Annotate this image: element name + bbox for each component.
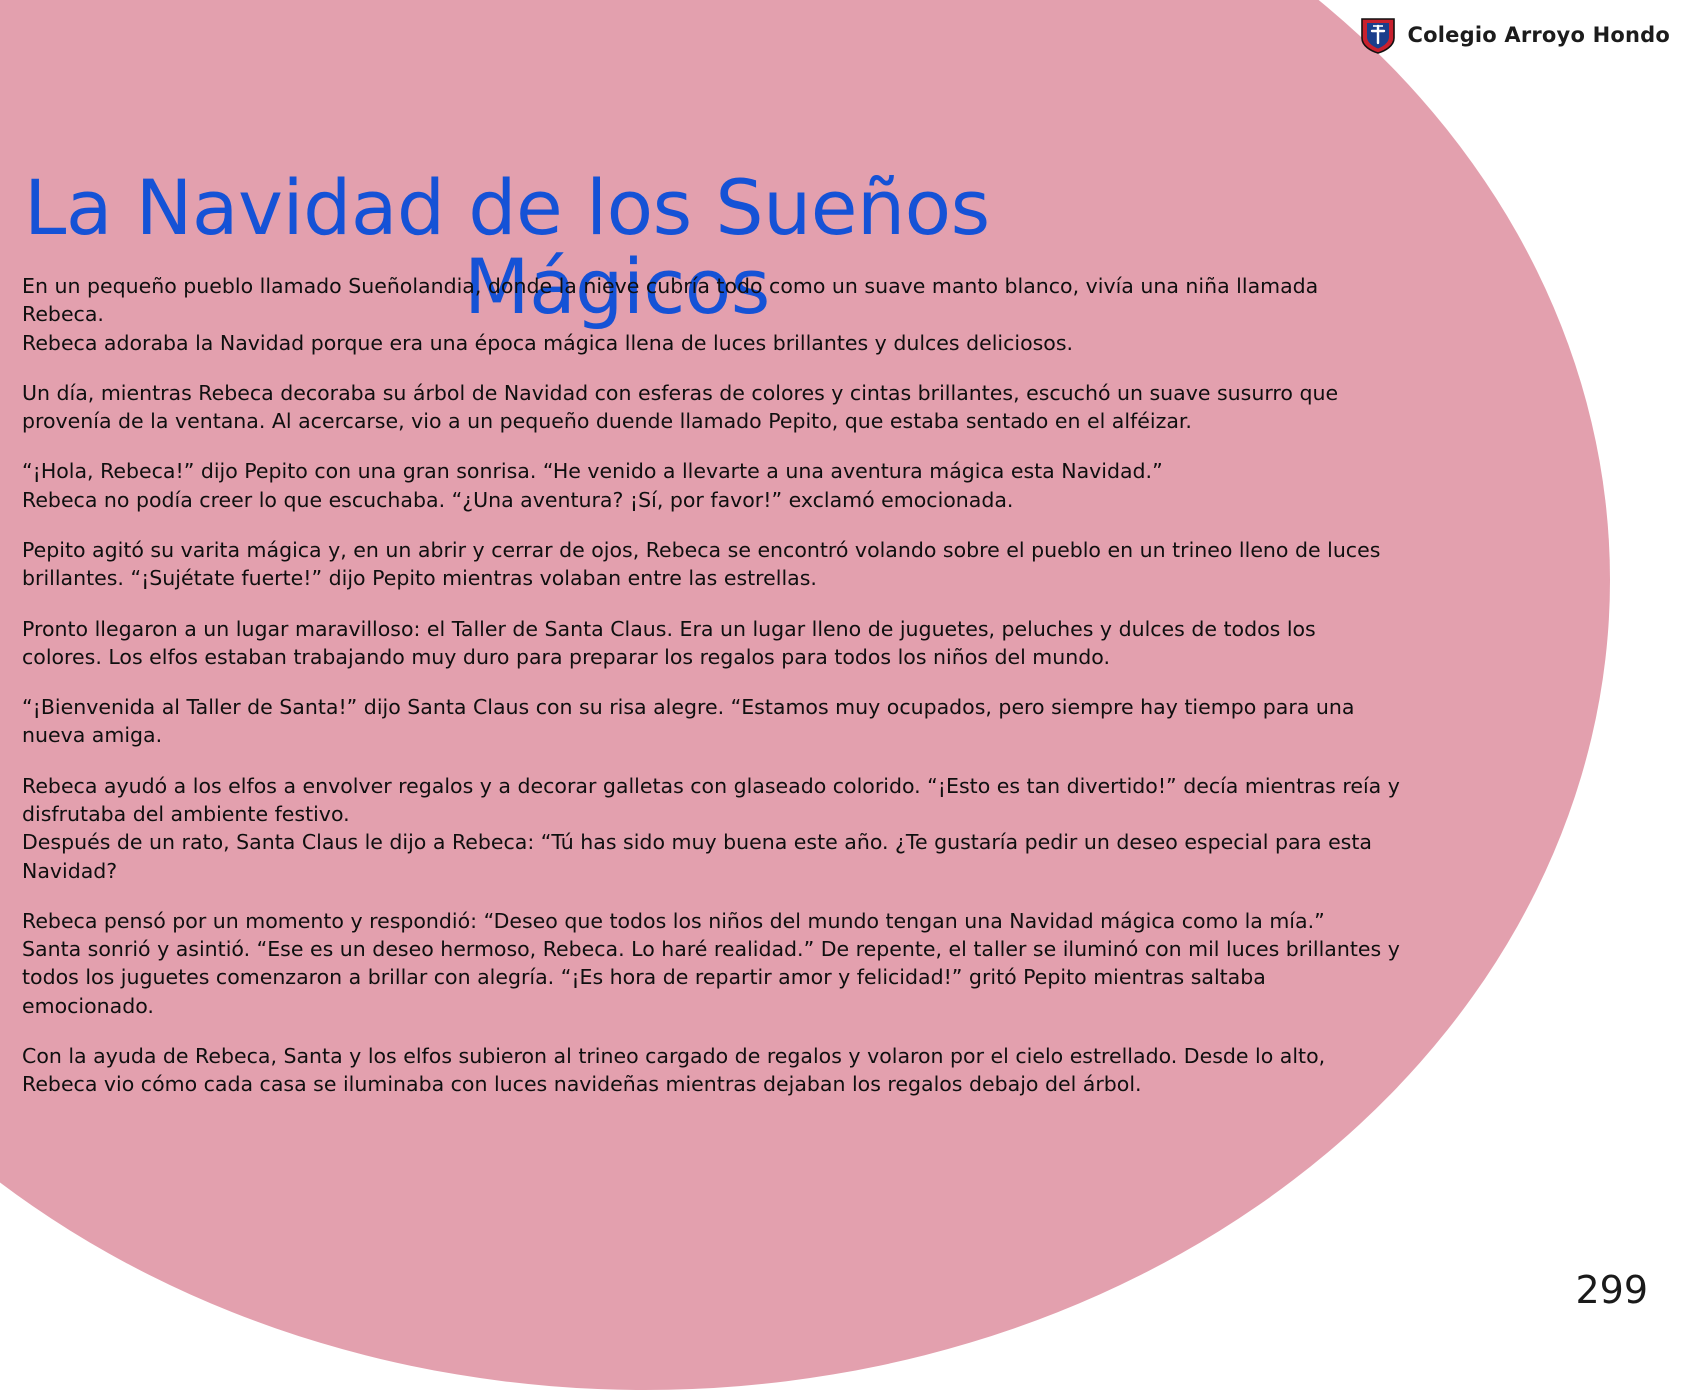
title-line-2: Mágicos bbox=[464, 242, 770, 332]
story-line: Rebeca adoraba la Navidad porque era una época mágica llena de luces brillantes y dulces deliciosos. bbox=[22, 330, 1074, 355]
story-line: Rebeca pensó por un momento y respondió: “Deseo que todos los niños del mundo tengan una Navidad mágica como la mía.” bbox=[22, 908, 1325, 933]
page-number: 299 bbox=[1575, 1268, 1648, 1312]
story-body bbox=[22, 272, 1400, 1098]
story-line: Después de un rato, Santa Claus le dijo a Rebeca: “Tú has sido muy buena este año. ¿Te gustaría pedir un deseo especial para esta Navidad? bbox=[22, 830, 1372, 883]
story-paragraph bbox=[22, 1042, 1400, 1099]
story-line: Rebeca no podía creer lo que escuchaba. “¿Una aventura? ¡Sí, por favor!” exclamó emocionada. bbox=[22, 487, 1014, 512]
story-paragraph bbox=[22, 272, 1400, 357]
story-paragraph bbox=[22, 457, 1400, 514]
story-line: Pronto llegaron a un lugar maravilloso: el Taller de Santa Claus. Era un lugar lleno de juguetes, peluches y dulces de todos los colores. Los elfos estaban trabajando muy duro para preparar los regalos para todos los niños del mundo. bbox=[22, 616, 1316, 669]
story-line: Con la ayuda de Rebeca, Santa y los elfos subieron al trineo cargado de regalos y volaron por el cielo estrellado. Desde lo alto, Rebeca vio cómo cada casa se iluminaba con luces navideñas mientras dejaban los regalos debajo del árbol. bbox=[22, 1043, 1326, 1097]
story-paragraph bbox=[22, 907, 1400, 1020]
story-line: En un pequeño pueblo llamado Sueñolandia, donde la nieve cubría todo como un suave manto blanco, vivía una niña llamada Rebeca. bbox=[22, 274, 1319, 327]
story-line: Pepito agitó su varita mágica y, en un abrir y cerrar de ojos, Rebeca se encontró volando sobre el pueblo en un trineo lleno de luces brillantes. “¡Sujétate fuerte!” dijo Pepito mientras volaban entre las estrellas. bbox=[22, 537, 1381, 591]
story-paragraph bbox=[22, 536, 1400, 593]
story-line: “¡Hola, Rebeca!” dijo Pepito con una gran sonrisa. “He venido a llevarte a una aventura mágica esta Navidad.” bbox=[22, 459, 1163, 484]
story-paragraph bbox=[22, 379, 1400, 436]
story-line: Un día, mientras Rebeca decoraba su árbol de Navidad con esferas de colores y cintas brillantes, escuchó un suave susurro que provenía de la ventana. Al acercarse, vio a un pequeño duende llamado Pepito, que estaba sentado en el alféizar. bbox=[22, 380, 1339, 434]
story-line: Santa sonrió y asintió. “Ese es un deseo hermoso, Rebeca. Lo haré realidad.” De repente, el taller se iluminó con mil luces brillantes y todos los juguetes comenzaron a brillar con alegría. “¡Es hora de repartir amor y felicidad!” gritó Pepito mientras saltaba emocionado. bbox=[22, 937, 1400, 1018]
story-paragraph bbox=[22, 615, 1400, 672]
story-paragraph bbox=[22, 693, 1400, 750]
brand-header bbox=[1360, 16, 1670, 54]
story-line: Rebeca ayudó a los elfos a envolver regalos y a decorar galletas con glaseado colorido. “¡Esto es tan divertido!” decía mientras reía y disfrutaba del ambiente festivo. bbox=[22, 773, 1400, 826]
school-crest-icon bbox=[1360, 16, 1396, 54]
brand-name: Colegio Arroyo Hondo bbox=[1407, 23, 1670, 47]
title-line-1: La Navidad de los Sueños bbox=[24, 162, 990, 252]
story-paragraph bbox=[22, 772, 1400, 885]
story-line: “¡Bienvenida al Taller de Santa!” dijo Santa Claus con su risa alegre. “Estamos muy ocupados, pero siempre hay tiempo para una nueva amiga. bbox=[22, 695, 1355, 748]
